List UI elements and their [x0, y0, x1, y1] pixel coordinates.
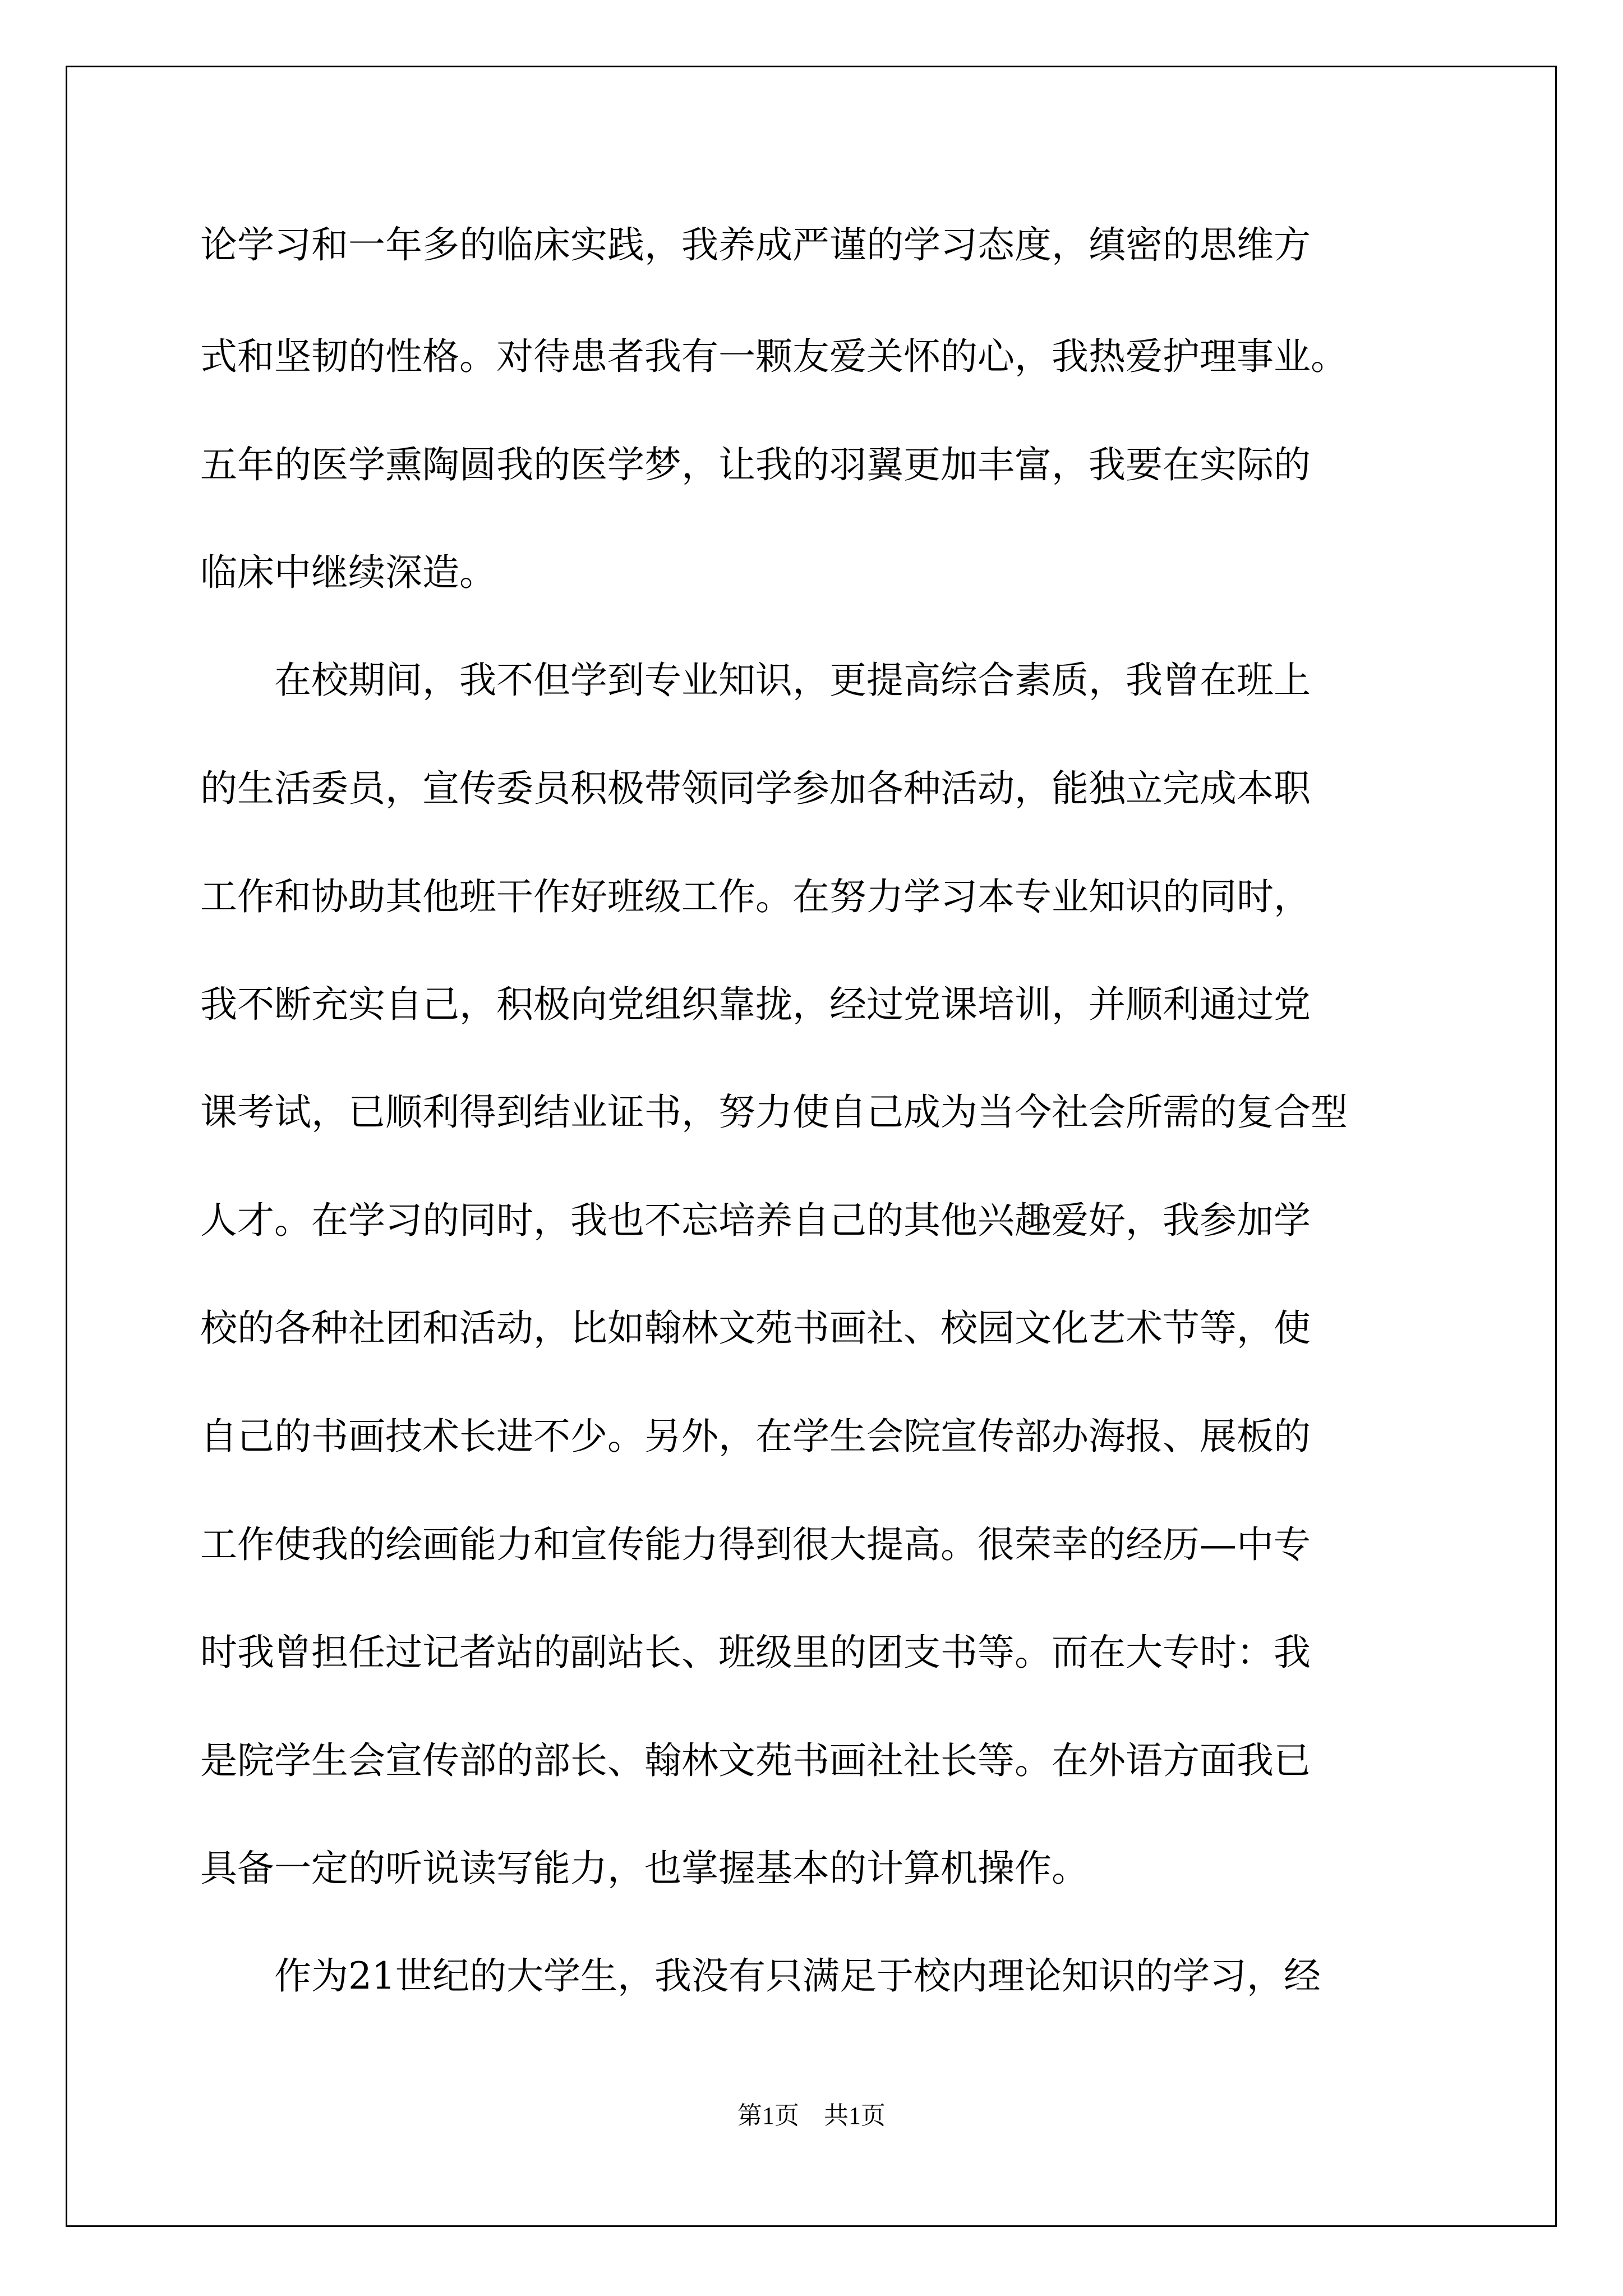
- text-line: 的生活委员，宣传委员积极带领同学参加各种活动，能独立完成本职: [200, 767, 1311, 810]
- text-line: 工作和协助其他班干作好班级工作。在努力学习本专业知识的同时，: [200, 875, 1311, 918]
- text-line: 是院学生会宣传部的部长、翰林文苑书画社社长等。在外语方面我已: [200, 1739, 1311, 1782]
- text-line: 时我曾担任过记者站的副站长、班级里的团支书等。而在大专时：我: [200, 1631, 1311, 1674]
- text-line: 五年的医学熏陶圆我的医学梦，让我的羽翼更加丰富，我要在实际的: [200, 443, 1311, 486]
- text-line: 人才。在学习的同时，我也不忘培养自己的其他兴趣爱好，我参加学: [200, 1199, 1311, 1242]
- text-line: 课考试，已顺利得到结业证书，努力使自己成为当今社会所需的复合型: [200, 1091, 1348, 1134]
- text-line: 在校期间，我不但学到专业知识，更提高综合素质，我曾在班上: [200, 659, 1311, 702]
- text-line: 式和坚韧的性格。对待患者我有一颗友爱关怀的心，我热爱护理事业。: [200, 335, 1348, 378]
- page-number-footer: 第1页 共1页: [737, 2102, 886, 2129]
- text-line: 具备一定的听说读写能力，也掌握基本的计算机操作。: [200, 1847, 1089, 1890]
- text-line: 校的各种社团和活动，比如翰林文苑书画社、校园文化艺术节等，使: [200, 1306, 1311, 1350]
- text-line: 论学习和一年多的临床实践，我养成严谨的学习态度，缜密的思维方: [200, 223, 1311, 266]
- text-line: 作为21世纪的大学生，我没有只满足于校内理论知识的学习，经: [200, 1954, 1321, 1998]
- page-border: [66, 66, 1557, 2227]
- text-line: 我不断充实自己，积极向党组织靠拢，经过党课培训，并顺利通过党: [200, 983, 1311, 1026]
- text-line: 自己的书画技术长进不少。另外，在学生会院宣传部办海报、展板的: [200, 1415, 1311, 1458]
- text-line: 临床中继续深造。: [200, 551, 496, 594]
- text-line: 工作使我的绘画能力和宣传能力得到很大提高。很荣幸的经历—中专: [200, 1523, 1311, 1566]
